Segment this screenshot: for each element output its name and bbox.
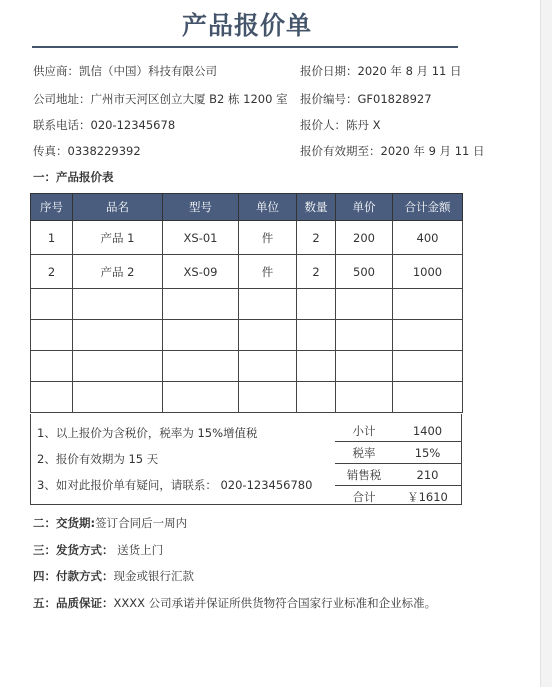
- header-total: 合计金额: [393, 194, 463, 221]
- empty-cell: [239, 382, 297, 413]
- empty-cell: [297, 351, 336, 382]
- cell-index: 2: [31, 255, 73, 289]
- quote-number: 报价编号：GF01828927: [300, 92, 432, 106]
- section-delivery: [33, 515, 187, 531]
- empty-cell: [336, 320, 393, 351]
- empty-cell: [393, 351, 463, 382]
- summary-row: [335, 464, 462, 486]
- empty-cell: [393, 382, 463, 413]
- empty-cell: [73, 289, 163, 320]
- section-delivery-value: 签订合同后一周内: [95, 516, 188, 530]
- empty-cell: [239, 289, 297, 320]
- cell-total: 1000: [393, 255, 463, 289]
- empty-cell: [336, 351, 393, 382]
- summary-table: [335, 420, 462, 507]
- cell-product-name: 产品 1: [73, 221, 163, 255]
- section-shipping: [33, 542, 163, 558]
- title-divider: [32, 46, 458, 48]
- header-index: 序号: [31, 194, 73, 221]
- summary-value: 210: [393, 464, 462, 486]
- summary-label: 合计: [352, 489, 376, 504]
- empty-row: [31, 320, 463, 351]
- empty-cell: [393, 320, 463, 351]
- cell-model: XS-09: [163, 255, 239, 289]
- empty-cell: [73, 351, 163, 382]
- empty-cell: [239, 351, 297, 382]
- summary-row: [335, 420, 462, 442]
- cell-unit-price: 200: [336, 221, 393, 255]
- summary-value: ￥1610: [407, 489, 448, 504]
- note-item: 1、以上报价为含税价，税率为 15%增值税: [37, 426, 258, 440]
- header-unit-price: 单价: [336, 194, 393, 221]
- section-payment-label: 四：付款方式：: [33, 569, 114, 583]
- empty-row: [31, 351, 463, 382]
- empty-cell: [31, 289, 73, 320]
- section-payment-value: 现金或银行汇款: [113, 569, 194, 583]
- section-delivery-label: 二：交货期:: [33, 516, 96, 530]
- empty-cell: [163, 320, 239, 351]
- document-title: 产品报价单: [181, 11, 312, 40]
- section-quality: [33, 595, 436, 611]
- table-row: [31, 221, 463, 255]
- header-unit: 单位: [239, 194, 297, 221]
- cell-unit: 件: [239, 255, 297, 289]
- header-product-name: 品名: [73, 194, 163, 221]
- supplier-fax: 传真：0338229392: [33, 144, 141, 158]
- supplier-address: 公司地址：广州市天河区创立大厦 B2 栋 1200 室: [33, 92, 288, 106]
- summary-value: 1400: [393, 420, 462, 442]
- cell-product-name: 产品 2: [73, 255, 163, 289]
- cell-unit-price: 500: [336, 255, 393, 289]
- section-quality-label: 五：品质保证：: [33, 596, 114, 610]
- empty-cell: [239, 320, 297, 351]
- supplier-name: 供应商：凯信（中国）科技有限公司: [33, 64, 217, 78]
- empty-cell: [163, 351, 239, 382]
- cell-model: XS-01: [163, 221, 239, 255]
- summary-label: 小计: [335, 420, 393, 442]
- empty-cell: [163, 289, 239, 320]
- section-shipping-value: 送货上门: [113, 543, 164, 557]
- scrollbar-track[interactable]: [540, 0, 552, 687]
- empty-cell: [31, 351, 73, 382]
- quote-valid-until: 报价有效期至：2020 年 9 月 11 日: [300, 144, 485, 158]
- header-model: 型号: [163, 194, 239, 221]
- empty-cell: [73, 382, 163, 413]
- cell-total: 400: [393, 221, 463, 255]
- quote-person: 报价人：陈丹 X: [300, 118, 381, 132]
- empty-row: [31, 289, 463, 320]
- table-header-row: [31, 194, 463, 221]
- section-product-table: [33, 169, 114, 185]
- empty-cell: [31, 320, 73, 351]
- empty-cell: [73, 320, 163, 351]
- note-item: 2、报价有效期为 15 天: [37, 452, 159, 466]
- empty-cell: [297, 289, 336, 320]
- note-item: 3、如对此报价单有疑问，请联系： 020-123456780: [37, 478, 313, 492]
- cell-quantity: 2: [297, 255, 336, 289]
- empty-cell: [297, 320, 336, 351]
- empty-cell: [393, 289, 463, 320]
- cell-index: 1: [31, 221, 73, 255]
- empty-cell: [336, 382, 393, 413]
- section-shipping-label: 三：发货方式：: [33, 543, 114, 557]
- header-quantity: 数量: [297, 194, 336, 221]
- empty-cell: [31, 382, 73, 413]
- table-row: [31, 255, 463, 289]
- cell-unit: 件: [239, 221, 297, 255]
- summary-row: [335, 486, 462, 508]
- summary-row: [335, 442, 462, 464]
- supplier-phone: 联系电话：020-12345678: [33, 118, 176, 132]
- summary-value: 15%: [393, 442, 462, 464]
- section-payment: [33, 568, 194, 584]
- cell-quantity: 2: [297, 221, 336, 255]
- empty-cell: [163, 382, 239, 413]
- empty-cell: [336, 289, 393, 320]
- empty-row: [31, 382, 463, 413]
- summary-label: 税率: [335, 442, 393, 464]
- product-table: [30, 193, 463, 413]
- section-quality-value: XXXX 公司承诺并保证所供货物符合国家行业标准和企业标准。: [113, 596, 437, 610]
- section-product-table-label: 一：产品报价表: [33, 170, 114, 184]
- summary-label: 销售税: [335, 464, 393, 486]
- quote-date: 报价日期：2020 年 8 月 11 日: [300, 64, 462, 78]
- empty-cell: [297, 382, 336, 413]
